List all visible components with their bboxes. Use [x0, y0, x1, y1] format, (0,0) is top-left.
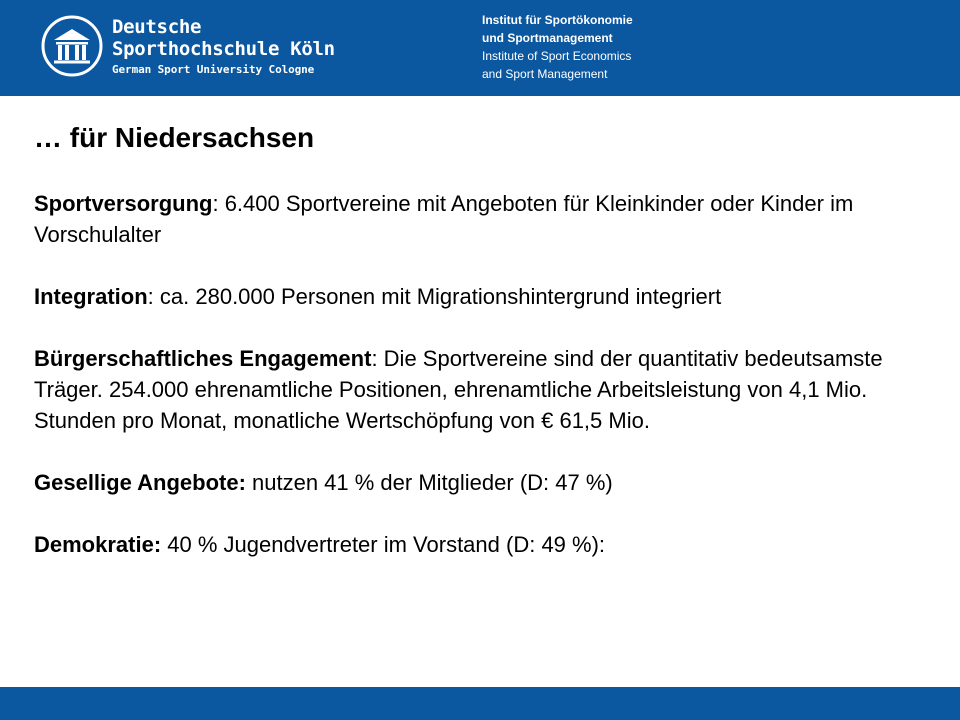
institute-name-en-line2: and Sport Management	[482, 67, 608, 81]
paragraph-label: Gesellige Angebote:	[34, 470, 246, 495]
university-name-english: German Sport University Cologne	[112, 63, 315, 76]
university-name-line2: Sporthochschule Köln	[112, 38, 335, 60]
header-bar	[0, 0, 960, 96]
university-emblem-icon	[40, 14, 104, 78]
paragraph-label: Bürgerschaftliches Engagement	[34, 346, 372, 371]
paragraph-demokratie	[34, 529, 934, 560]
paragraph-gesellige-angebote	[34, 467, 934, 498]
paragraph-integration	[34, 281, 934, 312]
paragraph-text: 40 % Jugendvertreter im Vorstand (D: 49 %):	[161, 532, 606, 557]
paragraph-text: : 6.400 Sportvereine mit Angeboten für Kleinkinder oder Kinder im Vorschulalter	[34, 191, 854, 247]
footer-bar	[0, 687, 960, 720]
institute-name-de-line2: und Sportmanagement	[482, 31, 613, 45]
paragraph-buergerschaftliches-engagement	[34, 343, 934, 436]
institute-name-en-line1: Institute of Sport Economics	[482, 49, 632, 63]
paragraph-sportversorgung	[34, 188, 934, 250]
paragraph-label: Demokratie:	[34, 532, 162, 557]
paragraph-text: : ca. 280.000 Personen mit Migrationshintergrund integriert	[147, 284, 722, 309]
paragraph-label: Sportversorgung	[34, 191, 213, 216]
slide-title: … für Niedersachsen	[34, 122, 315, 153]
slide-content	[34, 121, 934, 560]
paragraph-text: nutzen 41 % der Mitglieder (D: 47 %)	[245, 470, 613, 495]
university-name	[112, 16, 335, 78]
university-logo	[36, 10, 335, 86]
paragraph-label: Integration	[34, 284, 148, 309]
institute-name	[482, 11, 633, 83]
paragraph-text: : Die Sportvereine sind der quantitativ bedeutsamste Träger. 254.000 ehrenamtliche Positionen, ehrenamtliche Arbeitsleistung von 4,1 Mio. Stunden pro Monat, monatliche Wertschöpfung von € 61,5 Mio.	[34, 346, 883, 433]
university-name-line1: Deutsche	[112, 16, 202, 38]
institute-name-de-line1: Institut für Sportökonomie	[482, 13, 633, 27]
